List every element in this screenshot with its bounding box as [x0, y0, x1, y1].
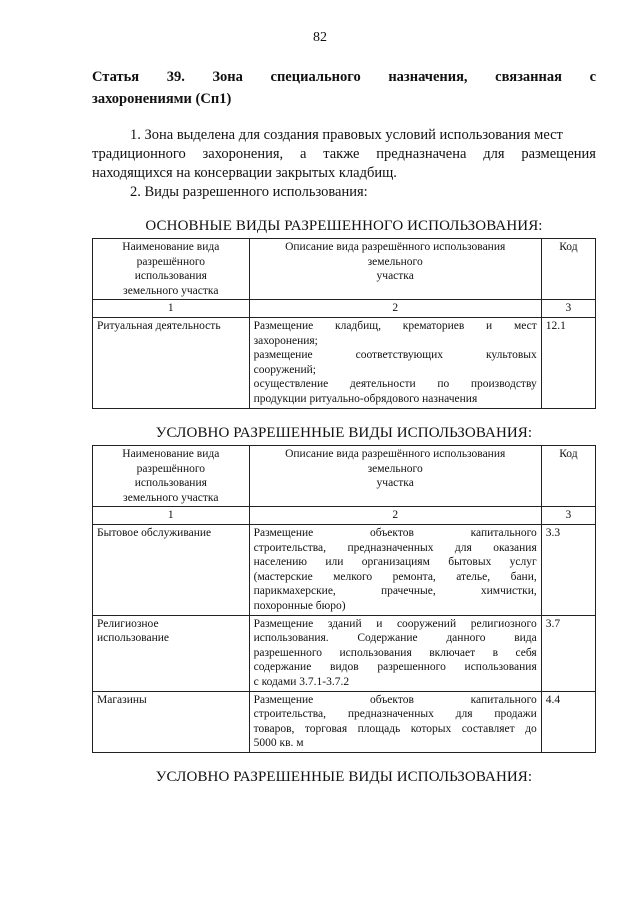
description-word: кладбищ, — [335, 319, 382, 332]
description-line — [254, 617, 537, 632]
header-name-line: использования — [134, 477, 207, 490]
description-line — [254, 555, 537, 570]
row-use-description — [249, 317, 541, 408]
description-word: содержание — [253, 661, 312, 674]
row-use-name — [93, 615, 250, 691]
description-word: религиозного — [470, 617, 537, 630]
description-line — [254, 599, 537, 614]
header-name-line: разрешённого — [136, 255, 206, 268]
description-word: химчистки, — [480, 585, 537, 598]
description-line — [254, 348, 537, 363]
description-word: услуг — [509, 556, 537, 569]
description-word: 5000 кв. м — [253, 737, 304, 750]
description-line — [254, 736, 537, 751]
description-word: парикмахерские, — [253, 585, 336, 598]
row-use-name: Ритуальная деятельность — [93, 317, 250, 408]
article-heading-word: Статья — [92, 69, 140, 85]
description-word: крематориев — [402, 319, 465, 332]
description-word: ремонта, — [392, 570, 436, 583]
description-word: для — [455, 708, 473, 721]
table-main-uses — [92, 238, 596, 409]
description-word: использования — [339, 646, 412, 659]
col-number-2: 2 — [249, 507, 541, 525]
paragraph-block — [92, 126, 596, 202]
row-use-description — [249, 691, 541, 752]
description-word: разрешенного — [253, 646, 323, 659]
header-code-cell: Код — [541, 446, 595, 507]
table-row — [93, 615, 596, 691]
description-line — [254, 392, 537, 407]
table-number-row — [93, 507, 596, 525]
description-word: использования — [464, 661, 537, 674]
description-word: похоронные бюро) — [253, 599, 346, 612]
table-header-row — [93, 239, 596, 300]
paragraph-word: размещения — [521, 146, 596, 162]
description-word: предназначенных — [347, 708, 434, 721]
description-line — [254, 631, 537, 646]
header-code-cell: Код — [541, 239, 595, 300]
description-word: площадь — [357, 722, 401, 735]
description-word: размещение — [253, 349, 313, 362]
description-word: по — [437, 378, 450, 391]
article-heading-word: специального — [270, 69, 361, 85]
description-word: и — [376, 617, 383, 630]
col-number-1: 1 — [93, 300, 250, 318]
description-word: разрешенного — [377, 661, 446, 674]
col-number-3: 3 — [541, 507, 595, 525]
description-word: себя — [515, 646, 537, 659]
description-word: организациям — [361, 556, 430, 569]
description-word: использования. — [253, 632, 329, 645]
description-word: капитального — [470, 693, 537, 706]
header-name-line: земельного участка — [123, 284, 219, 297]
description-word: товаров, — [253, 722, 295, 735]
description-word: строительства, — [253, 541, 327, 554]
description-word: для — [454, 541, 472, 554]
table-conditional-uses — [92, 445, 596, 753]
description-word: с кодами 3.7.1-3.7.2 — [253, 675, 350, 688]
header-desc-line: Описание вида разрешённого использования — [285, 448, 506, 460]
table-row — [93, 524, 596, 615]
description-word: зданий — [327, 617, 362, 630]
table-row — [93, 317, 596, 408]
header-name-cell — [93, 239, 250, 300]
header-name-line: земельного участка — [123, 491, 219, 504]
description-word: соответствующих — [355, 349, 443, 362]
table-row — [93, 691, 596, 752]
table-header-row — [93, 446, 596, 507]
article-heading-line2: захоронениями (Сп1) — [92, 91, 232, 107]
paragraph-word: а — [299, 146, 307, 162]
description-line — [254, 707, 537, 722]
section-title-conditional: УСЛОВНО РАЗРЕШЕННЫЕ ВИДЫ ИСПОЛЬЗОВАНИЯ: — [155, 425, 533, 441]
table-number-row — [93, 300, 596, 318]
description-word: составляет — [461, 722, 515, 735]
row-use-code: 4.4 — [541, 691, 595, 752]
description-word: мелкого — [333, 570, 373, 583]
row-use-code: 3.7 — [541, 615, 595, 691]
description-word: Содержание — [357, 632, 418, 645]
description-word: объектов — [370, 526, 414, 539]
description-word: видов — [330, 661, 359, 674]
section-title-main: ОСНОВНЫЕ ВИДЫ РАЗРЕШЕННОГО ИСПОЛЬЗОВАНИЯ: — [145, 218, 543, 234]
paragraph-word: предназначена — [376, 146, 467, 162]
description-line — [254, 646, 537, 661]
article-heading-word: Зона — [212, 69, 243, 85]
description-word: культовых — [486, 349, 537, 362]
description-word: строительства, — [253, 708, 327, 721]
description-word: деятельности — [349, 378, 416, 391]
header-desc-line: участка — [376, 477, 414, 490]
header-desc-cell — [249, 446, 541, 507]
header-desc-line: земельного — [367, 255, 423, 268]
description-word: продажи — [494, 708, 537, 721]
article-heading-word: с — [589, 69, 596, 85]
description-word: бытовых — [448, 556, 492, 569]
description-line — [254, 693, 537, 708]
row-use-description — [249, 524, 541, 615]
description-word: Размещение — [253, 319, 314, 332]
article-heading-word: связанная — [495, 69, 562, 85]
description-word: торговая — [304, 722, 348, 735]
description-word: мест — [513, 319, 537, 332]
description-word: бани, — [510, 570, 537, 583]
article-heading-word: назначения, — [388, 69, 468, 85]
description-line — [254, 363, 537, 378]
paragraph-word: для — [483, 146, 505, 162]
description-word: сооружений — [396, 617, 457, 630]
paragraph-word: традиционного — [92, 146, 186, 162]
description-line — [254, 319, 537, 334]
description-word: до — [525, 722, 537, 735]
description-line — [254, 584, 537, 599]
section-title-conditional-2: УСЛОВНО РАЗРЕШЕННЫЕ ВИДЫ ИСПОЛЬЗОВАНИЯ: — [155, 769, 533, 785]
description-word: прачечные, — [380, 585, 436, 598]
description-word: капитального — [470, 526, 537, 539]
article-heading — [92, 66, 596, 110]
row-use-name-line: Религиозное — [97, 617, 159, 630]
description-word: ателье, — [456, 570, 491, 583]
description-line — [254, 660, 537, 675]
description-word: Размещение — [253, 526, 314, 539]
description-line — [254, 570, 537, 585]
header-name-line: использования — [134, 270, 207, 283]
description-word: Размещение — [253, 693, 314, 706]
description-word: осуществление — [253, 378, 329, 391]
header-name-line: разрешённого — [136, 462, 206, 475]
description-word: которых — [410, 722, 452, 735]
description-word: захоронения; — [253, 334, 318, 347]
header-desc-cell — [249, 239, 541, 300]
col-number-2: 2 — [249, 300, 541, 318]
page-number: 82 — [313, 30, 327, 45]
description-word: производству — [470, 378, 537, 391]
article-heading-line1 — [92, 66, 596, 88]
description-word: оказания — [493, 541, 537, 554]
description-word: продукции ритуально-обрядового назначения — [253, 392, 478, 405]
paragraph-1-line3: находящихся на консервации закрытых кладбищ. — [92, 165, 397, 181]
description-line — [254, 675, 537, 690]
row-use-name: Магазины — [93, 691, 250, 752]
paragraph-2: 2. Виды разрешенного использования: — [130, 184, 368, 200]
header-desc-line: Описание вида разрешённого использования — [285, 241, 506, 253]
description-line — [254, 722, 537, 737]
row-use-code: 3.3 — [541, 524, 595, 615]
description-word: данного — [446, 632, 486, 645]
row-use-name: Бытовое обслуживание — [93, 524, 250, 615]
description-word: или — [325, 556, 344, 569]
row-use-name-line: использование — [97, 632, 170, 645]
col-number-1: 1 — [93, 507, 250, 525]
description-word: объектов — [370, 693, 414, 706]
article-heading-word: 39. — [166, 69, 185, 85]
description-line — [254, 526, 537, 541]
description-line — [254, 334, 537, 349]
header-desc-line: земельного — [367, 462, 423, 475]
header-desc-line: участка — [376, 270, 414, 283]
description-word: предназначенных — [347, 541, 434, 554]
col-number-3: 3 — [541, 300, 595, 318]
paragraph-1-line2 — [92, 145, 596, 164]
description-line — [254, 541, 537, 556]
header-name-line: Наименование вида — [122, 448, 220, 460]
paragraph-word: захоронения, — [202, 146, 284, 162]
description-word: вида — [514, 632, 537, 645]
header-name-cell — [93, 446, 250, 507]
header-name-line: Наименование вида — [122, 241, 220, 253]
description-word: (мастерские — [253, 570, 313, 583]
paragraph-1-line1: 1. Зона выделена для создания правовых условий использования мест — [130, 127, 563, 143]
description-word: населению — [253, 556, 307, 569]
description-word: в — [492, 646, 499, 659]
row-use-code: 12.1 — [541, 317, 595, 408]
description-word: включает — [429, 646, 476, 659]
description-word: Размещение — [253, 617, 314, 630]
description-line — [254, 377, 537, 392]
row-use-description — [249, 615, 541, 691]
description-word: сооружений; — [253, 363, 316, 376]
description-word: и — [486, 319, 493, 332]
paragraph-word: также — [323, 146, 360, 162]
